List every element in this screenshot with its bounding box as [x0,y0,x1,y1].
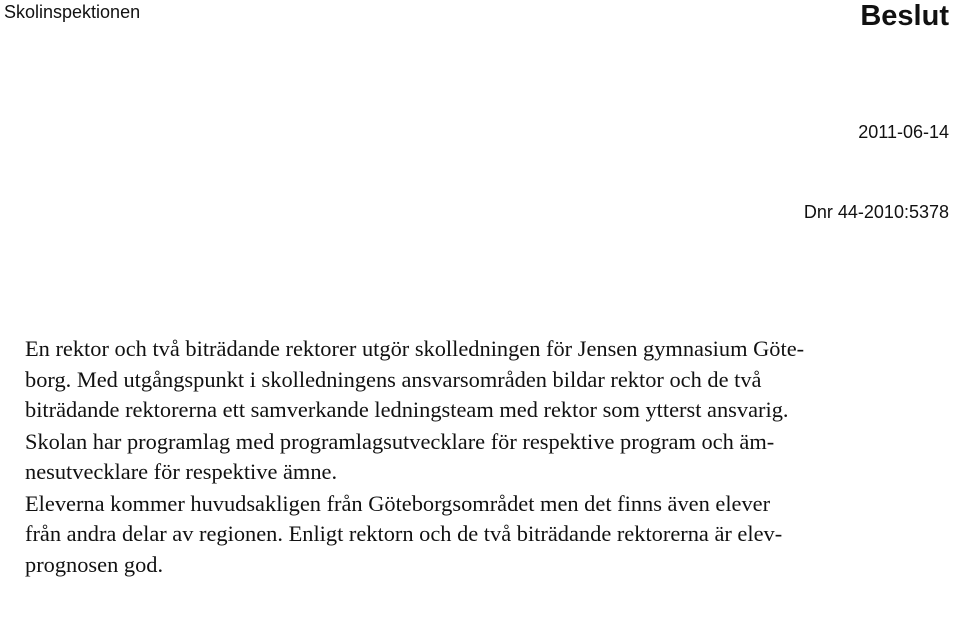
paragraph-students [25,489,955,581]
body-line: Eleverna kommer huvudsakligen från Göteborgsområdet men det finns även elever [25,490,771,516]
body-line: Skolan har programlag med programlagsutvecklare för respektive program och äm- [25,428,775,454]
paragraph-program-teams [25,427,955,488]
organization-name: Skolinspektionen [4,2,141,22]
document-type-title: Beslut [860,0,949,32]
body-line: från andra delar av regionen. Enligt rektorn och de två biträdande rektorerna är elev- [25,521,783,546]
body-line: nesutvecklare för respektive ämne. [25,459,338,484]
document-body [25,334,955,581]
registration-number: Dnr 44-2010:5378 [803,202,949,222]
body-line: prognosen god. [25,551,164,577]
body-line: biträdande rektorerna ett samverkande ledningsteam med rektor som ytterst ansvarig. [25,397,789,422]
body-line: En rektor och två biträdande rektorer utgör skolledningen för Jensen gymnasium Göte- [25,336,805,361]
decision-date: 2011-06-14 [858,122,949,142]
paragraph-leadership [25,334,955,426]
body-line: borg. Med utgångspunkt i skolledningens ansvarsområden bildar rektor och de två [25,366,762,392]
